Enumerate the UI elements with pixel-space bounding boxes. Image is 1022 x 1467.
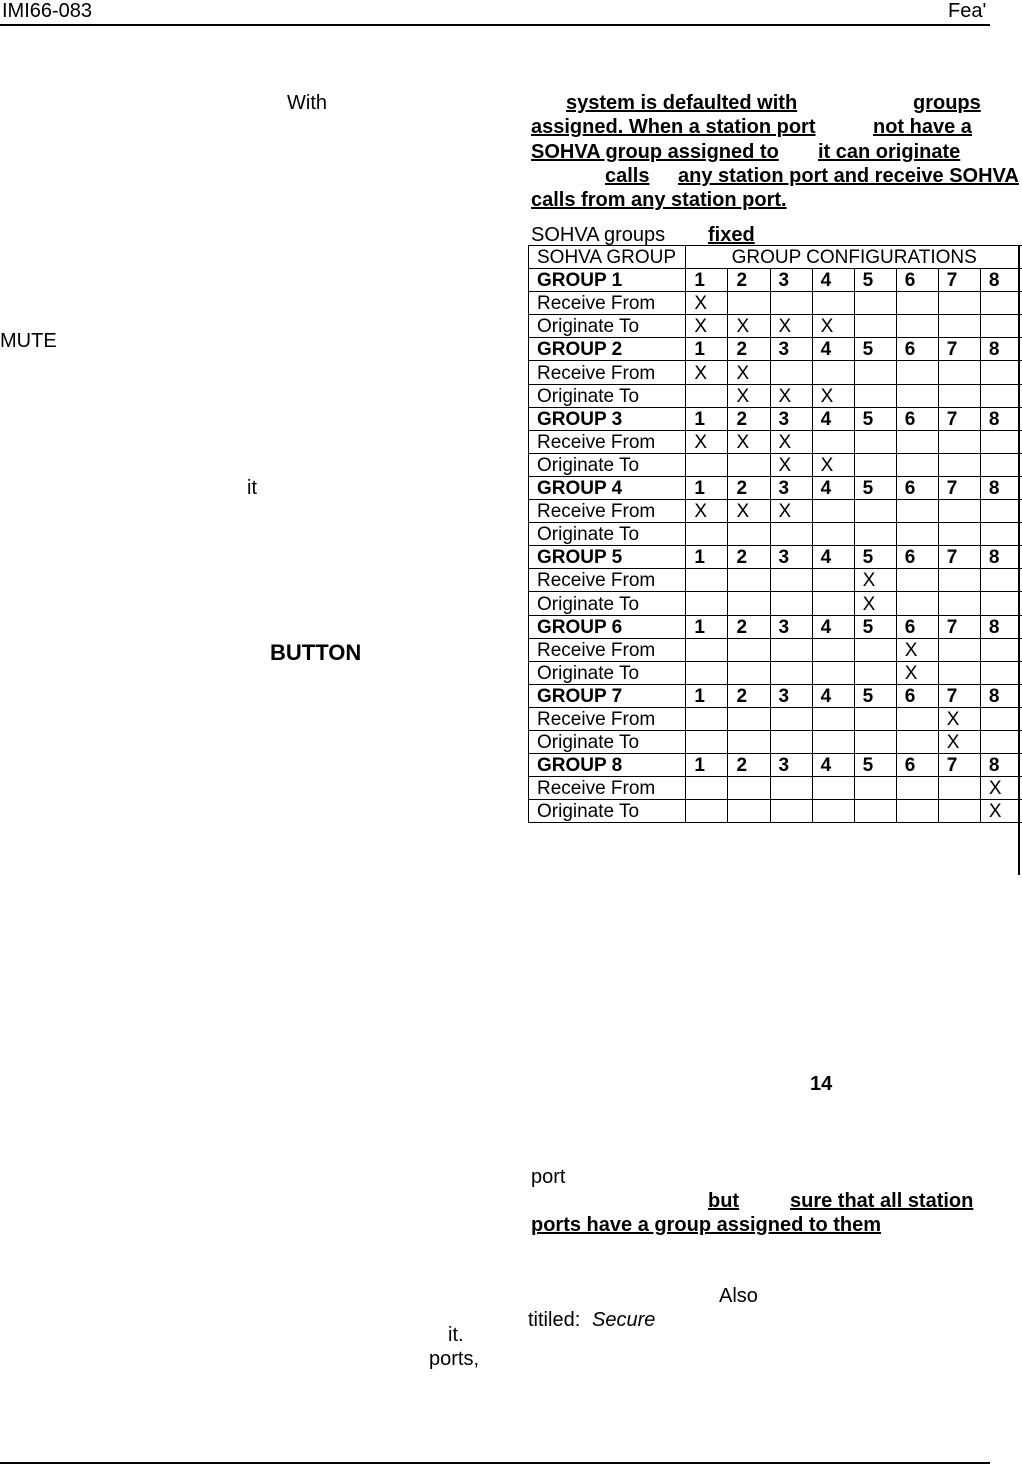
originate-row xyxy=(529,661,1022,684)
also-text: Also xyxy=(719,1285,758,1307)
receive-row-cell xyxy=(770,777,812,800)
originate-row-cell xyxy=(812,661,854,684)
left-it: it xyxy=(247,477,257,499)
receive-row-cell xyxy=(686,569,728,592)
ports-assigned-text: ports have a group assigned to them xyxy=(531,1214,882,1236)
sohva-group-table xyxy=(528,245,1022,823)
originate-row-cell xyxy=(854,661,896,684)
originate-row-cell xyxy=(686,800,728,823)
group-row-cell: 6 xyxy=(896,269,938,292)
group-row-cell: 1 xyxy=(686,546,728,569)
receive-row-cell xyxy=(896,707,938,730)
receive-row-cell: X xyxy=(686,361,728,384)
group-row xyxy=(529,684,1022,707)
originate-row-cell xyxy=(686,592,728,615)
group-row-cell: 4 xyxy=(812,684,854,707)
originate-row-cell xyxy=(938,384,980,407)
group-row-cell: 6 xyxy=(896,684,938,707)
receive-row-cell xyxy=(812,430,854,453)
originate-row-cell xyxy=(980,315,1022,338)
receive-row-label: Receive From xyxy=(529,638,686,661)
group-row-cell: 8 xyxy=(980,476,1022,499)
group-row xyxy=(529,546,1022,569)
group-row xyxy=(529,269,1022,292)
receive-row-cell xyxy=(854,430,896,453)
group-row-cell: 7 xyxy=(938,407,980,430)
port-text: port xyxy=(531,1166,566,1188)
originate-row-cell xyxy=(938,661,980,684)
originate-row-label: Originate To xyxy=(529,384,686,407)
receive-row-cell xyxy=(728,569,770,592)
receive-row-cell xyxy=(728,777,770,800)
receive-row-cell xyxy=(770,638,812,661)
originate-row-cell xyxy=(770,592,812,615)
receive-row-cell: X xyxy=(896,638,938,661)
group-row-cell: 6 xyxy=(896,338,938,361)
header-rule xyxy=(0,24,990,26)
receive-row xyxy=(529,500,1022,523)
para-line-3-end: it can originate xyxy=(818,141,961,163)
group-row-label: GROUP 2 xyxy=(529,338,686,361)
receive-row-cell xyxy=(728,638,770,661)
originate-row-cell xyxy=(980,592,1022,615)
group-row-cell: 7 xyxy=(938,754,980,777)
group-row-cell: 3 xyxy=(770,476,812,499)
originate-row-label: Originate To xyxy=(529,661,686,684)
group-row-cell: 4 xyxy=(812,338,854,361)
originate-row-cell xyxy=(686,384,728,407)
receive-row-cell: X xyxy=(854,569,896,592)
originate-row-cell: X xyxy=(812,384,854,407)
originate-row-cell xyxy=(980,730,1022,753)
receive-row-cell xyxy=(896,292,938,315)
group-row-cell: 3 xyxy=(770,684,812,707)
originate-row-cell xyxy=(728,661,770,684)
originate-row-cell xyxy=(770,523,812,546)
titled-text: titiled: xyxy=(528,1309,581,1331)
originate-row-cell: X xyxy=(896,661,938,684)
originate-row-cell: X xyxy=(728,384,770,407)
group-row-cell: 8 xyxy=(980,338,1022,361)
sure-text: sure that all station xyxy=(790,1190,974,1212)
group-row-cell: 8 xyxy=(980,407,1022,430)
receive-row-label: Receive From xyxy=(529,777,686,800)
originate-row-cell: X xyxy=(812,315,854,338)
originate-row-cell xyxy=(938,453,980,476)
originate-row xyxy=(529,384,1022,407)
originate-row-cell xyxy=(854,730,896,753)
group-row-cell: 5 xyxy=(854,754,896,777)
receive-row-cell xyxy=(854,638,896,661)
receive-row-cell xyxy=(770,569,812,592)
receive-row-cell xyxy=(812,361,854,384)
receive-row-cell xyxy=(854,361,896,384)
receive-row-cell xyxy=(938,500,980,523)
originate-row-cell: X xyxy=(770,453,812,476)
group-row xyxy=(529,754,1022,777)
receive-row-cell xyxy=(854,292,896,315)
receive-row-cell xyxy=(812,707,854,730)
group-row-cell: 2 xyxy=(728,754,770,777)
originate-row-cell xyxy=(980,384,1022,407)
originate-row-cell xyxy=(896,592,938,615)
originate-row-cell xyxy=(770,730,812,753)
group-row-cell: 1 xyxy=(686,615,728,638)
originate-row-cell xyxy=(812,800,854,823)
originate-row-cell xyxy=(980,453,1022,476)
group-row xyxy=(529,615,1022,638)
originate-row-cell xyxy=(854,453,896,476)
originate-row-label: Originate To xyxy=(529,523,686,546)
receive-row-cell xyxy=(854,500,896,523)
para-line-1: system is defaulted with xyxy=(566,92,798,114)
group-row-cell: 4 xyxy=(812,546,854,569)
group-row-cell: 8 xyxy=(980,754,1022,777)
left-it-period: it. xyxy=(448,1324,464,1346)
para-line-4a: calls xyxy=(605,165,650,187)
group-row-cell: 2 xyxy=(728,684,770,707)
receive-row-label: Receive From xyxy=(529,569,686,592)
receive-row xyxy=(529,777,1022,800)
receive-row-cell xyxy=(938,430,980,453)
originate-row-cell xyxy=(938,592,980,615)
originate-row xyxy=(529,523,1022,546)
originate-row-cell xyxy=(728,800,770,823)
receive-row-cell xyxy=(896,500,938,523)
receive-row-cell xyxy=(812,500,854,523)
receive-row-cell: X xyxy=(938,707,980,730)
receive-row-cell xyxy=(770,707,812,730)
group-row-cell: 2 xyxy=(728,476,770,499)
table-right-border xyxy=(1018,245,1020,875)
originate-row-cell xyxy=(896,800,938,823)
group-row-cell: 4 xyxy=(812,269,854,292)
receive-row-cell xyxy=(980,569,1022,592)
receive-row-cell xyxy=(980,292,1022,315)
originate-row-cell xyxy=(938,800,980,823)
group-row-cell: 4 xyxy=(812,615,854,638)
receive-row-cell: X xyxy=(728,361,770,384)
originate-row xyxy=(529,315,1022,338)
receive-row-cell xyxy=(980,361,1022,384)
receive-row-cell: X xyxy=(686,500,728,523)
originate-row-cell: X xyxy=(686,315,728,338)
para-line-5: calls from any station port. xyxy=(531,189,787,211)
receive-row-cell xyxy=(770,292,812,315)
receive-row xyxy=(529,707,1022,730)
group-row-cell: 1 xyxy=(686,754,728,777)
group-row-label: GROUP 8 xyxy=(529,754,686,777)
originate-row-cell xyxy=(896,315,938,338)
group-row-cell: 7 xyxy=(938,546,980,569)
left-with: With xyxy=(287,92,327,114)
receive-row-cell xyxy=(896,569,938,592)
receive-row-cell xyxy=(854,777,896,800)
para-line-3: SOHVA group assigned to xyxy=(531,141,779,163)
receive-row-cell xyxy=(896,777,938,800)
group-row xyxy=(529,407,1022,430)
receive-row-cell xyxy=(686,638,728,661)
group-row-cell: 5 xyxy=(854,338,896,361)
receive-row-label: Receive From xyxy=(529,500,686,523)
group-row-cell: 6 xyxy=(896,407,938,430)
group-row-cell: 2 xyxy=(728,615,770,638)
originate-row-cell xyxy=(686,661,728,684)
group-row-cell: 1 xyxy=(686,684,728,707)
originate-row-cell xyxy=(980,661,1022,684)
secure-text: Secure xyxy=(592,1309,656,1331)
group-row-label: GROUP 5 xyxy=(529,546,686,569)
left-button: BUTTON xyxy=(270,640,362,665)
receive-row-cell xyxy=(980,430,1022,453)
receive-row-cell: X xyxy=(686,292,728,315)
group-row-label: GROUP 6 xyxy=(529,615,686,638)
receive-row-cell: X xyxy=(770,500,812,523)
originate-row-cell: X xyxy=(728,315,770,338)
originate-row xyxy=(529,730,1022,753)
receive-row-cell xyxy=(980,500,1022,523)
receive-row-label: Receive From xyxy=(529,707,686,730)
table-header-group: SOHVA GROUP xyxy=(529,246,686,269)
receive-row xyxy=(529,361,1022,384)
receive-row-cell: X xyxy=(686,430,728,453)
group-row-label: GROUP 7 xyxy=(529,684,686,707)
receive-row-cell xyxy=(686,707,728,730)
originate-row-cell xyxy=(896,453,938,476)
fixed-text: fixed xyxy=(708,224,755,246)
group-row-cell: 4 xyxy=(812,754,854,777)
group-row-cell: 8 xyxy=(980,269,1022,292)
originate-row-label: Originate To xyxy=(529,800,686,823)
group-row-cell: 6 xyxy=(896,754,938,777)
group-row-cell: 8 xyxy=(980,546,1022,569)
group-row-cell: 6 xyxy=(896,615,938,638)
receive-row-cell xyxy=(938,777,980,800)
receive-row-cell xyxy=(938,569,980,592)
group-row-cell: 5 xyxy=(854,407,896,430)
receive-row xyxy=(529,569,1022,592)
group-row-label: GROUP 1 xyxy=(529,269,686,292)
group-row-cell: 2 xyxy=(728,338,770,361)
originate-row-cell: X xyxy=(770,384,812,407)
originate-row-cell xyxy=(686,730,728,753)
originate-row-cell xyxy=(812,730,854,753)
receive-row-cell xyxy=(812,638,854,661)
receive-row xyxy=(529,430,1022,453)
doc-id: IMI66-083 xyxy=(2,0,93,22)
originate-row-cell: X xyxy=(854,592,896,615)
receive-row-label: Receive From xyxy=(529,361,686,384)
group-row-label: GROUP 4 xyxy=(529,476,686,499)
originate-row xyxy=(529,453,1022,476)
receive-row-cell xyxy=(812,569,854,592)
originate-row-cell: X xyxy=(812,453,854,476)
originate-row xyxy=(529,592,1022,615)
originate-row-cell xyxy=(770,800,812,823)
group-row-cell: 2 xyxy=(728,546,770,569)
para-line-2-end: not have a xyxy=(873,116,972,138)
receive-row-cell xyxy=(980,707,1022,730)
originate-row-cell xyxy=(812,592,854,615)
receive-row-cell xyxy=(812,777,854,800)
originate-row-cell: X xyxy=(938,730,980,753)
originate-row-cell xyxy=(686,523,728,546)
but-text: but xyxy=(708,1190,740,1212)
group-row-cell: 5 xyxy=(854,269,896,292)
group-row-cell: 5 xyxy=(854,684,896,707)
receive-row-label: Receive From xyxy=(529,430,686,453)
group-row-cell: 7 xyxy=(938,615,980,638)
originate-row-cell xyxy=(854,523,896,546)
receive-row-cell: X xyxy=(728,500,770,523)
originate-row-cell xyxy=(854,384,896,407)
group-row-cell: 6 xyxy=(896,546,938,569)
group-row-cell: 3 xyxy=(770,615,812,638)
page-number: 14 xyxy=(810,1073,833,1095)
originate-row-label: Originate To xyxy=(529,730,686,753)
group-row-cell: 5 xyxy=(854,615,896,638)
group-row-cell: 3 xyxy=(770,546,812,569)
receive-row-cell xyxy=(980,638,1022,661)
group-row-cell: 8 xyxy=(980,615,1022,638)
receive-row-cell xyxy=(728,707,770,730)
group-row-cell: 4 xyxy=(812,476,854,499)
receive-row-cell xyxy=(896,430,938,453)
para-line-4b: any station port and receive SOHVA xyxy=(678,165,1019,187)
originate-row-cell xyxy=(770,661,812,684)
receive-row xyxy=(529,292,1022,315)
receive-row-cell xyxy=(854,707,896,730)
para-line-1-end: groups xyxy=(913,92,981,114)
receive-row-cell xyxy=(938,638,980,661)
section-title-fragment: Fea' xyxy=(948,0,987,22)
originate-row-label: Originate To xyxy=(529,592,686,615)
group-row-cell: 1 xyxy=(686,407,728,430)
originate-row-cell xyxy=(896,384,938,407)
receive-row-cell xyxy=(812,292,854,315)
originate-row-cell xyxy=(812,523,854,546)
group-row-cell: 5 xyxy=(854,546,896,569)
group-row-cell: 5 xyxy=(854,476,896,499)
group-row xyxy=(529,338,1022,361)
group-row-cell: 7 xyxy=(938,684,980,707)
originate-row-cell: X xyxy=(980,800,1022,823)
originate-row-cell xyxy=(728,730,770,753)
sohva-groups-text: SOHVA groups xyxy=(531,224,666,246)
originate-row-cell xyxy=(938,523,980,546)
originate-row-cell xyxy=(854,315,896,338)
group-row-cell: 2 xyxy=(728,269,770,292)
originate-row-cell xyxy=(980,523,1022,546)
originate-row-label: Originate To xyxy=(529,315,686,338)
receive-row-cell xyxy=(896,361,938,384)
receive-row xyxy=(529,638,1022,661)
group-row-cell: 3 xyxy=(770,407,812,430)
para-line-2: assigned. When a station port xyxy=(531,116,816,138)
originate-row-cell xyxy=(728,453,770,476)
originate-row-cell xyxy=(896,730,938,753)
group-row-cell: 7 xyxy=(938,338,980,361)
receive-row-cell xyxy=(938,292,980,315)
footer-rule xyxy=(0,1462,990,1464)
receive-row-cell: X xyxy=(980,777,1022,800)
group-row-label: GROUP 3 xyxy=(529,407,686,430)
group-row-cell: 7 xyxy=(938,269,980,292)
receive-row-cell: X xyxy=(728,430,770,453)
left-mute: MUTE xyxy=(0,330,57,352)
receive-row-cell xyxy=(770,361,812,384)
group-row-cell: 3 xyxy=(770,338,812,361)
originate-row-cell xyxy=(686,453,728,476)
originate-row-cell xyxy=(854,800,896,823)
group-row-cell: 3 xyxy=(770,269,812,292)
group-row-cell: 1 xyxy=(686,476,728,499)
receive-row-cell xyxy=(686,777,728,800)
originate-row-cell: X xyxy=(770,315,812,338)
group-row-cell: 6 xyxy=(896,476,938,499)
group-row-cell: 1 xyxy=(686,338,728,361)
originate-row xyxy=(529,800,1022,823)
group-row-cell: 1 xyxy=(686,269,728,292)
receive-row-cell xyxy=(728,292,770,315)
receive-row-label: Receive From xyxy=(529,292,686,315)
group-row-cell: 4 xyxy=(812,407,854,430)
originate-row-cell xyxy=(728,523,770,546)
group-row xyxy=(529,476,1022,499)
originate-row-label: Originate To xyxy=(529,453,686,476)
group-row-cell: 7 xyxy=(938,476,980,499)
originate-row-cell xyxy=(896,523,938,546)
originate-row-cell xyxy=(938,315,980,338)
receive-row-cell xyxy=(938,361,980,384)
receive-row-cell: X xyxy=(770,430,812,453)
group-row-cell: 3 xyxy=(770,754,812,777)
table-header-configurations: GROUP CONFIGURATIONS xyxy=(686,246,1022,269)
originate-row-cell xyxy=(728,592,770,615)
left-ports: ports, xyxy=(429,1348,480,1370)
group-row-cell: 8 xyxy=(980,684,1022,707)
group-row-cell: 2 xyxy=(728,407,770,430)
